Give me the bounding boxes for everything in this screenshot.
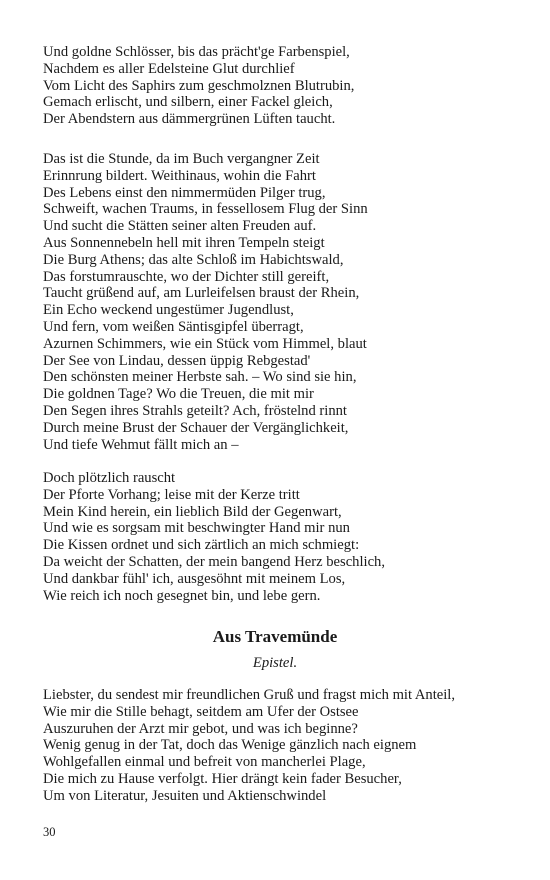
stanza xyxy=(43,470,385,604)
verse-line: Und sucht die Stätten seiner alten Freuden auf. xyxy=(43,218,317,235)
verse-line: Gemach erlischt, und silbern, einer Fackel gleich, xyxy=(43,94,333,111)
poem-title: Aus Travemünde xyxy=(212,627,338,646)
verse-line: Aus Sonnennebeln hell mit ihren Tempeln steigt xyxy=(43,234,325,251)
verse-line: Und goldne Schlösser, bis das prächt'ge Farbenspiel, xyxy=(43,44,350,60)
verse-line: Die goldnen Tage? Wo die Treuen, die mit mir xyxy=(43,386,314,403)
verse-line: Azurnen Schimmers, wie ein Stück vom Himmel, blaut xyxy=(43,335,367,352)
verse-line: Und tiefe Wehmut fällt mich an – xyxy=(43,436,239,453)
poem-subtitle: Epistel. xyxy=(252,655,298,671)
verse-line: Die Kissen ordnet und sich zärtlich an mich schmiegt: xyxy=(43,537,360,554)
verse-line: Auszuruhen der Arzt mir gebot, und was ich beginne? xyxy=(43,720,358,737)
verse-line: Wie reich ich noch gesegnet bin, und lebe gern. xyxy=(43,587,321,604)
verse-line: Taucht grüßend auf, am Lurleifelsen braust der Rhein, xyxy=(43,285,360,302)
verse-line: Doch plötzlich rauscht xyxy=(43,470,176,486)
verse-line: Schweift, wachen Traums, in fessellosem Flug der Sinn xyxy=(43,201,368,218)
verse-line: Nachdem es aller Edelsteine Glut durchlief xyxy=(43,60,295,77)
verse-line: Der Abendstern aus dämmergrünen Lüften taucht. xyxy=(43,111,336,128)
verse-line: Und dankbar fühl' ich, ausgesöhnt mit meinem Los, xyxy=(43,570,346,587)
verse-line: Durch meine Brust der Schauer der Vergänglichkeit, xyxy=(43,419,349,436)
verse-line: Wie mir die Stille behagt, seitdem am Ufer der Ostsee xyxy=(43,703,359,720)
verse-line: Des Lebens einst den nimmermüden Pilger trug, xyxy=(43,184,326,201)
verse-line: Der Pforte Vorhang; leise mit der Kerze tritt xyxy=(43,486,300,503)
verse-line: Da weicht der Schatten, der mein bangend Herz beschlich, xyxy=(43,553,386,570)
verse-line: Die mich zu Hause verfolgt. Hier drängt kein fader Besucher, xyxy=(43,770,402,787)
verse-line: Wohlgefallen einmal und befreit von mancherlei Plage, xyxy=(43,754,366,771)
verse-line: Um von Literatur, Jesuiten und Aktienschwindel xyxy=(43,787,327,804)
verse-line: Liebster, du sendest mir freundlichen Gruß und fragst mich mit Anteil, xyxy=(43,687,456,703)
stanza xyxy=(43,44,354,128)
stanza xyxy=(43,151,368,453)
verse-line: Wenig genug in der Tat, doch das Wenige gänzlich nach eignem xyxy=(43,737,417,754)
verse-line: Mein Kind herein, ein lieblich Bild der Gegenwart, xyxy=(43,503,342,520)
verse-line: Und fern, vom weißen Säntisgipfel überragt, xyxy=(43,318,304,335)
verse-line: Vom Licht des Saphirs zum geschmolznen Blutrubin, xyxy=(43,77,355,94)
page-number: 30 xyxy=(43,825,56,839)
verse-line: Die Burg Athens; das alte Schloß im Habichtswald, xyxy=(43,251,344,268)
verse-line: Den Segen ihres Strahls geteilt? Ach, fröstelnd rinnt xyxy=(43,402,347,419)
verse-line: Der See von Lindau, dessen üppig Rebgestad' xyxy=(43,352,311,369)
verse-line: Das forstumrauschte, wo der Dichter still gereift, xyxy=(43,268,330,285)
verse-line: Den schönsten meiner Herbste sah. – Wo sind sie hin, xyxy=(43,369,357,386)
verse-line: Ein Echo weckend ungestümer Jugendlust, xyxy=(43,302,294,319)
stanza xyxy=(43,687,455,805)
verse-line: Erinnrung bildert. Weithinaus, wohin die Fahrt xyxy=(43,167,316,184)
verse-line: Und wie es sorgsam mit beschwingter Hand mir nun xyxy=(43,520,350,537)
verse-line: Das ist die Stunde, da im Buch vergangner Zeit xyxy=(43,151,320,167)
